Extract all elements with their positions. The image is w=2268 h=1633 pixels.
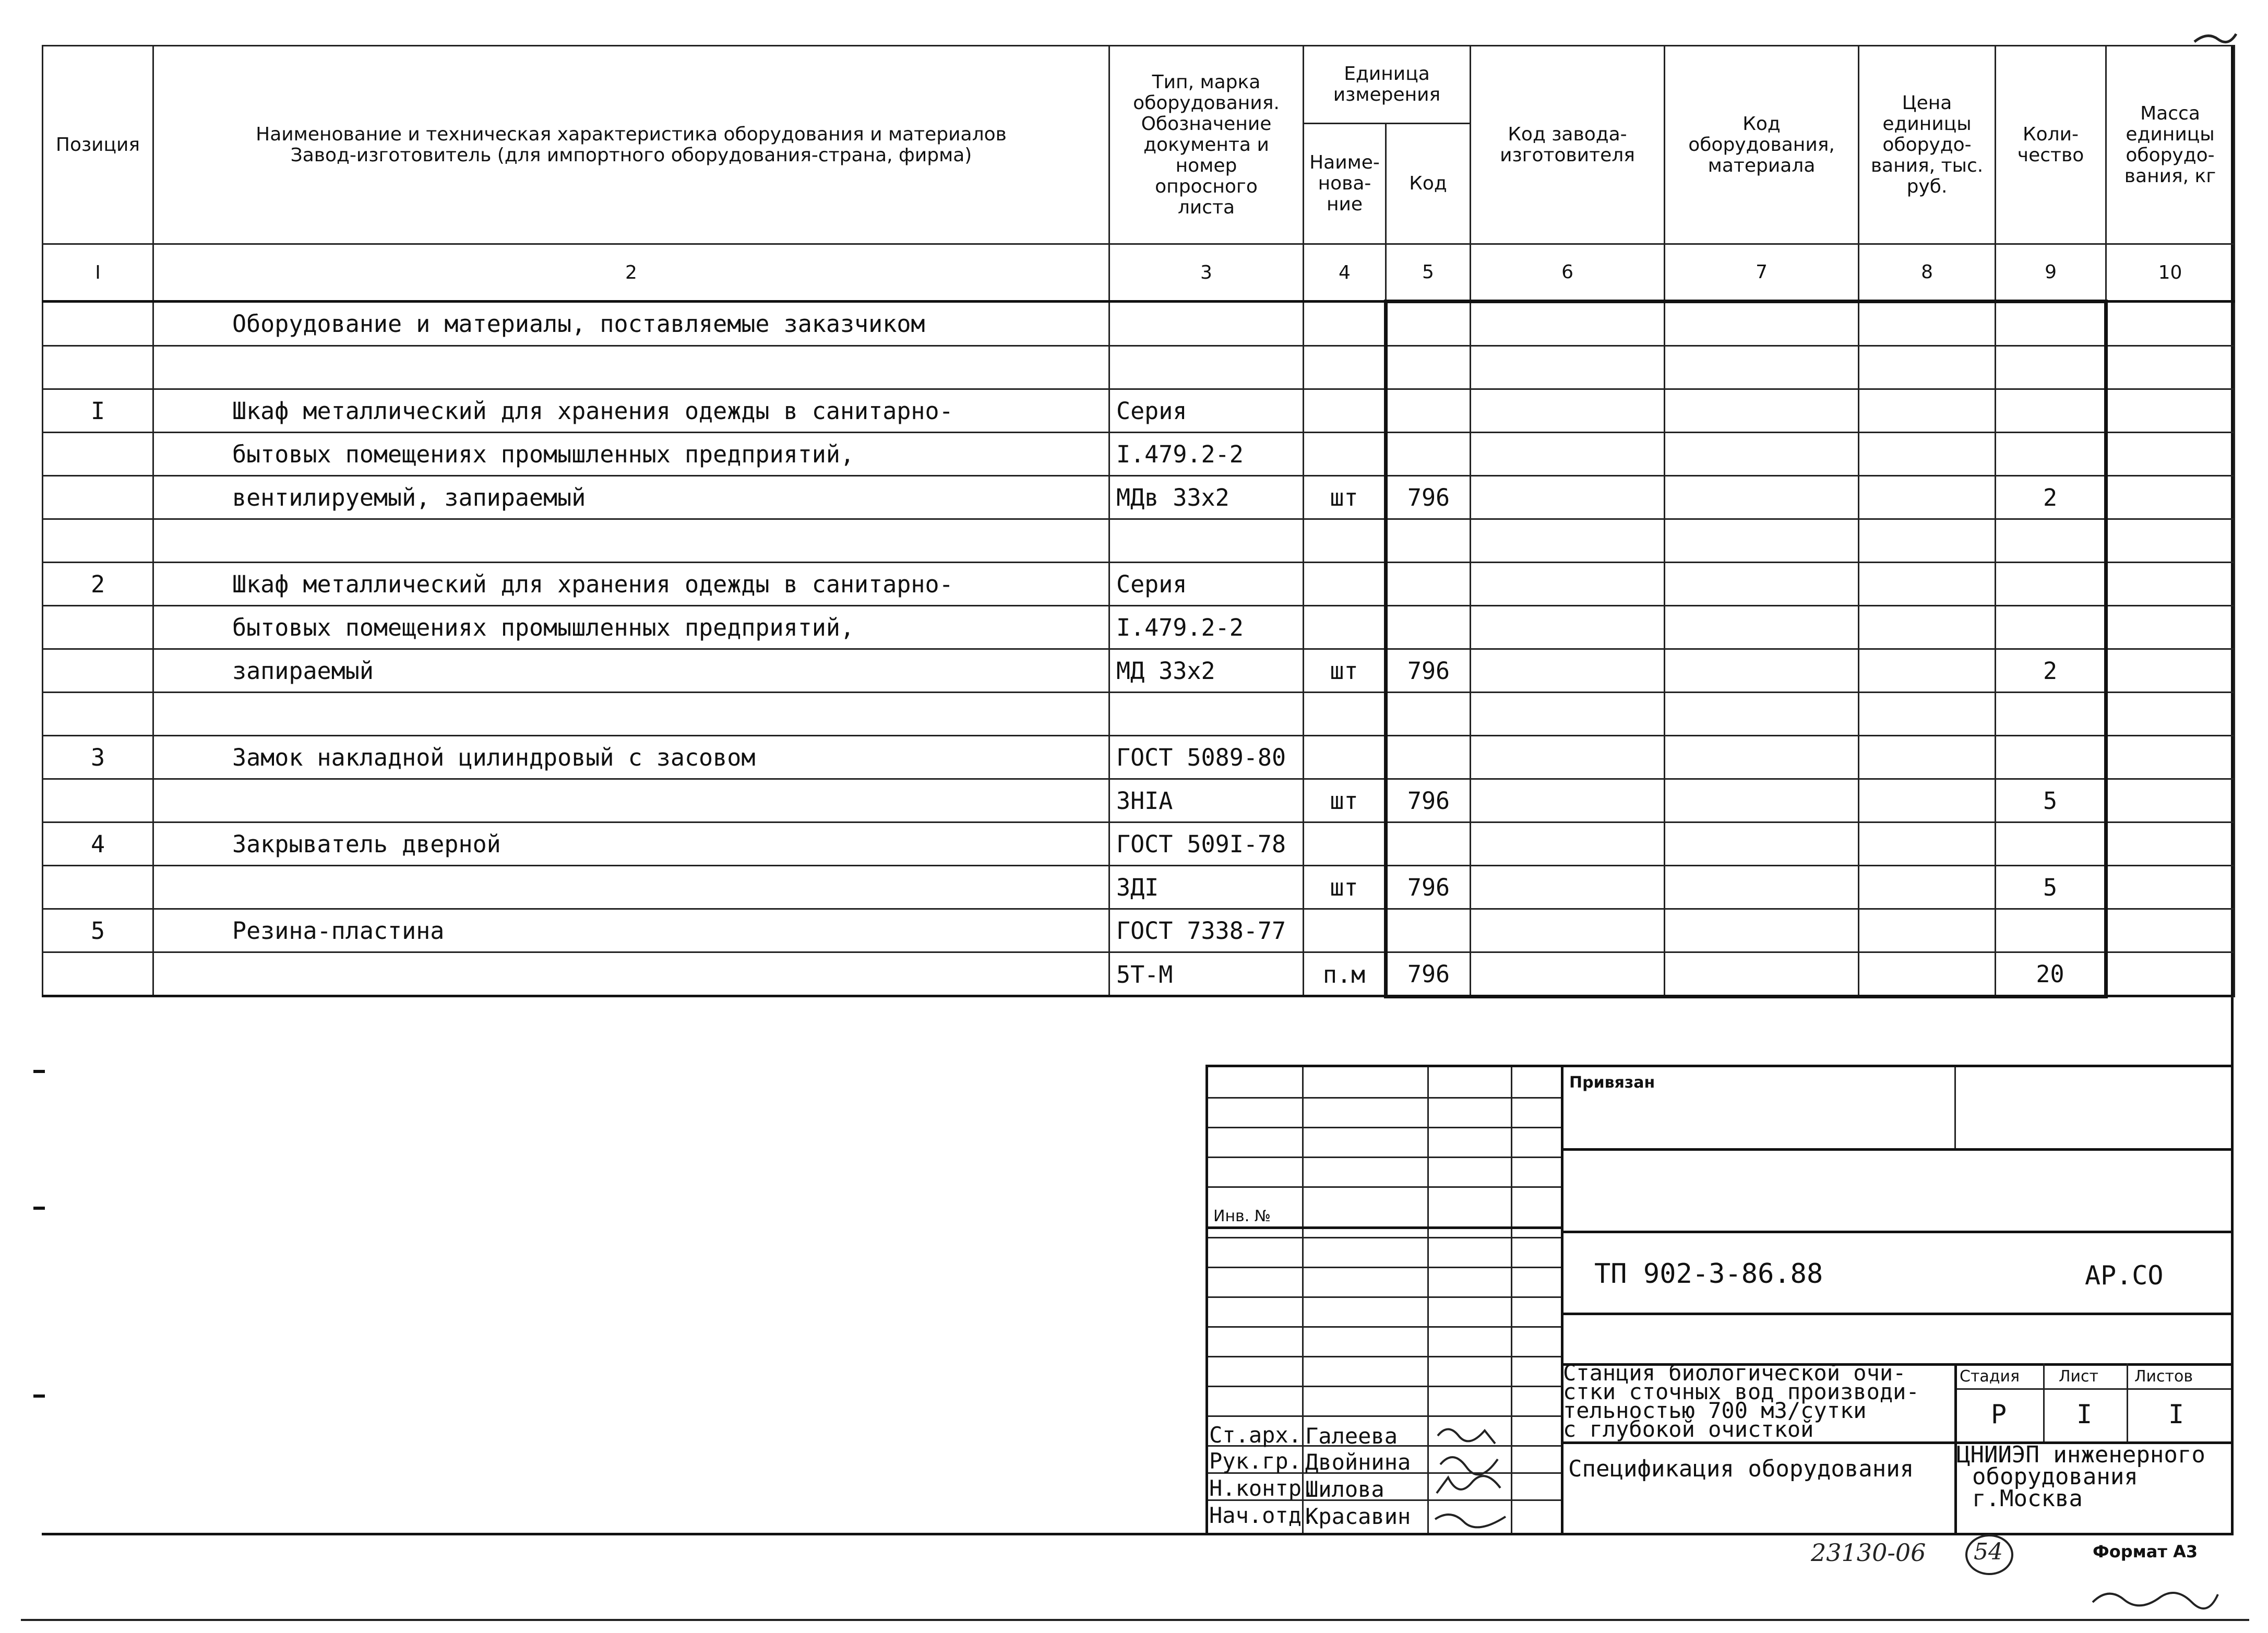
cell-equipment-code (1665, 736, 1859, 779)
cell-unit-code (1386, 693, 1471, 736)
cell-unit (1304, 563, 1386, 606)
table-row (43, 389, 2235, 433)
cell-unit-code (1386, 909, 1471, 952)
cell-position (43, 779, 153, 823)
cell-type: ЗДI (1109, 866, 1304, 909)
cell-position (43, 346, 153, 389)
col-number: 8 (1859, 244, 1996, 302)
cell-name: вентилируемый, запираемый (153, 476, 1109, 519)
cell-factory-code (1471, 909, 1665, 952)
margin-tick (33, 1070, 45, 1073)
cell-name: бытовых помещениях промышленных предприятий, (153, 433, 1109, 476)
cell-unit (1304, 519, 1386, 563)
signer-role: Ст.арх. (1209, 1422, 1302, 1448)
cell-factory-code (1471, 866, 1665, 909)
project-title (1563, 1360, 1919, 1442)
table-row (43, 346, 2235, 389)
cell-name: Шкаф металлический для хранения одежды в санитарно- (153, 563, 1109, 606)
cell-quantity (1996, 389, 2106, 433)
cell-factory-code (1471, 519, 1665, 563)
cell-mass (2106, 302, 2235, 346)
cell-type: I.479.2-2 (1109, 433, 1304, 476)
cell-name (153, 779, 1109, 823)
cell-name: Шкаф металлический для хранения одежды в санитарно- (153, 389, 1109, 433)
header-unit: Единица измерения (1304, 46, 1471, 124)
signature-scribbles (1427, 1420, 1511, 1533)
inventory-number-label: Инв. № (1213, 1207, 1271, 1225)
cell-equipment-code (1665, 563, 1859, 606)
cell-equipment-code (1665, 866, 1859, 909)
table-row (43, 302, 2235, 346)
cell-position (43, 606, 153, 649)
specification-table (42, 45, 2235, 998)
cell-unit-code: 796 (1386, 476, 1471, 519)
cell-factory-code (1471, 346, 1665, 389)
cell-factory-code (1471, 823, 1665, 866)
cell-unit-code: 796 (1386, 866, 1471, 909)
cell-factory-code (1471, 952, 1665, 997)
stage-label: Стадия (1960, 1367, 2020, 1386)
cell-position (43, 649, 153, 693)
cell-factory-code (1471, 302, 1665, 346)
cell-type (1109, 693, 1304, 736)
archive-number: 23130-06 (1811, 1539, 1926, 1567)
cell-unit (1304, 346, 1386, 389)
sheets-label: Листов (2134, 1367, 2193, 1386)
table-row (43, 736, 2235, 779)
margin-tick (33, 1394, 45, 1398)
cell-factory-code (1471, 779, 1665, 823)
cell-type: ГОСТ 5089-80 (1109, 736, 1304, 779)
header-name-line2: Завод-изготовитель (для импортного оборудования-страна, фирма) (290, 144, 972, 166)
sheet-value: I (2076, 1399, 2093, 1429)
header-position: Позиция (43, 46, 153, 244)
cell-name (153, 519, 1109, 563)
cell-position: 2 (43, 563, 153, 606)
table-row (43, 606, 2235, 649)
cell-price (1859, 909, 1996, 952)
document-mark: АР.СО (2085, 1260, 2164, 1291)
trim-line (21, 1619, 2249, 1621)
cell-price (1859, 606, 1996, 649)
cell-equipment-code (1665, 346, 1859, 389)
table-row (43, 952, 2235, 997)
signer-name: Галеева (1305, 1423, 1398, 1449)
col-number: 9 (1996, 244, 2106, 302)
header-mass: Масса единицы оборудо-вания, кг (2106, 46, 2235, 244)
project-title-line: с глубокой очисткой (1563, 1416, 1814, 1442)
drawing-name: Спецификация оборудования (1568, 1456, 1914, 1482)
cell-price (1859, 302, 1996, 346)
cell-mass (2106, 433, 2235, 476)
cell-position (43, 433, 153, 476)
cell-quantity (1996, 606, 2106, 649)
cell-price (1859, 823, 1996, 866)
header-type: Тип, марка оборудования. Обозначение документа и номер опросного листа (1109, 46, 1304, 244)
cell-mass (2106, 476, 2235, 519)
specification-rows (43, 302, 2235, 997)
cell-quantity: 5 (1996, 779, 2106, 823)
table-row (43, 823, 2235, 866)
document-code: ТП 902-3-86.88 (1594, 1258, 1823, 1290)
cell-quantity (1996, 433, 2106, 476)
cell-mass (2106, 909, 2235, 952)
table-row (43, 476, 2235, 519)
cell-mass (2106, 563, 2235, 606)
cell-factory-code (1471, 649, 1665, 693)
sheet-label: Лист (2059, 1367, 2099, 1386)
signer-name: Шилова (1305, 1476, 1384, 1502)
cell-name: Замок накладной цилиндровый с засовом (153, 736, 1109, 779)
cell-price (1859, 952, 1996, 997)
page-number: 54 (1974, 1539, 2003, 1565)
cell-equipment-code (1665, 476, 1859, 519)
cell-quantity (1996, 346, 2106, 389)
cell-price (1859, 389, 1996, 433)
cell-mass (2106, 606, 2235, 649)
cell-type (1109, 519, 1304, 563)
col-number: I (43, 244, 153, 302)
cell-type: Серия (1109, 389, 1304, 433)
column-numbers-row (43, 244, 2235, 302)
cell-mass (2106, 389, 2235, 433)
cell-unit-code: 796 (1386, 952, 1471, 997)
cell-unit (1304, 823, 1386, 866)
cell-mass (2106, 346, 2235, 389)
cell-factory-code (1471, 606, 1665, 649)
cell-type: Серия (1109, 563, 1304, 606)
header-quantity: Коли-чество (1996, 46, 2106, 244)
cell-unit (1304, 302, 1386, 346)
cell-type (1109, 302, 1304, 346)
cell-equipment-code (1665, 433, 1859, 476)
signer-name: Двойнина (1305, 1449, 1411, 1475)
cell-price (1859, 563, 1996, 606)
header-price: Цена единицы оборудо-вания, тыс. руб. (1859, 46, 1996, 244)
header-name (153, 46, 1109, 244)
cell-quantity: 2 (1996, 476, 2106, 519)
cell-mass (2106, 736, 2235, 779)
organization (1956, 1441, 2205, 1512)
cell-mass (2106, 519, 2235, 563)
cell-unit: шт (1304, 866, 1386, 909)
cell-position: 4 (43, 823, 153, 866)
cell-equipment-code (1665, 606, 1859, 649)
header-name-line1: Наименование и техническая характеристика оборудования и материалов (256, 123, 1007, 145)
table-row (43, 693, 2235, 736)
cell-unit (1304, 389, 1386, 433)
approval-scribble (2087, 1576, 2223, 1618)
cell-type: ГОСТ 7338-77 (1109, 909, 1304, 952)
cell-equipment-code (1665, 649, 1859, 693)
cell-type: ЗНIА (1109, 779, 1304, 823)
cell-position (43, 519, 153, 563)
cell-type: 5Т-М (1109, 952, 1304, 997)
cell-name: запираемый (153, 649, 1109, 693)
cell-unit (1304, 433, 1386, 476)
cell-factory-code (1471, 433, 1665, 476)
cell-unit (1304, 909, 1386, 952)
cell-quantity (1996, 823, 2106, 866)
cell-position (43, 866, 153, 909)
corner-mark (2192, 26, 2239, 47)
cell-type: МД 33х2 (1109, 649, 1304, 693)
cell-quantity: 5 (1996, 866, 2106, 909)
signer-role: Рук.гр. (1209, 1448, 1302, 1474)
cell-price (1859, 866, 1996, 909)
cell-name: бытовых помещениях промышленных предприятий, (153, 606, 1109, 649)
table-row (43, 519, 2235, 563)
cell-unit: шт (1304, 476, 1386, 519)
cell-price (1859, 476, 1996, 519)
cell-equipment-code (1665, 909, 1859, 952)
table-row (43, 433, 2235, 476)
header-unit-code: Код (1386, 124, 1471, 244)
cell-unit: шт (1304, 779, 1386, 823)
cell-unit-code (1386, 519, 1471, 563)
cell-equipment-code (1665, 519, 1859, 563)
title-block (1205, 1065, 2234, 1535)
col-number: 2 (153, 244, 1109, 302)
cell-unit-code (1386, 302, 1471, 346)
cell-unit: п.м (1304, 952, 1386, 997)
cell-factory-code (1471, 693, 1665, 736)
cell-quantity: 20 (1996, 952, 2106, 997)
cell-name (153, 952, 1109, 997)
cell-quantity (1996, 693, 2106, 736)
cell-quantity (1996, 909, 2106, 952)
cell-type: ГОСТ 509I-78 (1109, 823, 1304, 866)
cell-unit (1304, 606, 1386, 649)
cell-price (1859, 433, 1996, 476)
cell-equipment-code (1665, 302, 1859, 346)
cell-factory-code (1471, 736, 1665, 779)
col-number: 7 (1665, 244, 1859, 302)
stage-value: Р (1991, 1399, 2007, 1429)
cell-price (1859, 346, 1996, 389)
header-equipment-code: Код оборудования, материала (1665, 46, 1859, 244)
cell-name (153, 693, 1109, 736)
table-row (43, 866, 2235, 909)
cell-unit (1304, 693, 1386, 736)
cell-quantity (1996, 302, 2106, 346)
cell-factory-code (1471, 389, 1665, 433)
cell-unit-code: 796 (1386, 779, 1471, 823)
organization-line: оборудования (1972, 1463, 2138, 1490)
cell-equipment-code (1665, 823, 1859, 866)
cell-mass (2106, 693, 2235, 736)
cell-type: I.479.2-2 (1109, 606, 1304, 649)
cell-mass (2106, 866, 2235, 909)
cell-mass (2106, 779, 2235, 823)
signer-name: Красавин (1305, 1504, 1411, 1529)
cell-position: 3 (43, 736, 153, 779)
cell-quantity (1996, 736, 2106, 779)
cell-mass (2106, 952, 2235, 997)
col-number: 10 (2106, 244, 2235, 302)
signer-role: Нач.отд. (1209, 1503, 1315, 1528)
table-row (43, 779, 2235, 823)
header-unit-name: Наиме-нова-ние (1304, 124, 1386, 244)
organization-line: ЦНИИЭП инженерного (1956, 1441, 2205, 1468)
cell-name: Закрыватель дверной (153, 823, 1109, 866)
cell-mass (2106, 823, 2235, 866)
cell-equipment-code (1665, 779, 1859, 823)
cell-price (1859, 649, 1996, 693)
cell-position (43, 476, 153, 519)
cell-position: I (43, 389, 153, 433)
cell-name (153, 346, 1109, 389)
cell-unit-code (1386, 823, 1471, 866)
cell-unit-code (1386, 606, 1471, 649)
sheets-value: I (2168, 1399, 2185, 1429)
cell-unit-code (1386, 433, 1471, 476)
margin-tick (33, 1207, 45, 1210)
table-row (43, 563, 2235, 606)
linked-label: Привязан (1569, 1074, 1655, 1092)
cell-unit-code (1386, 389, 1471, 433)
cell-unit: шт (1304, 649, 1386, 693)
signer-role: Н.контр. (1209, 1475, 1315, 1501)
cell-name: Резина-пластина (153, 909, 1109, 952)
cell-position: 5 (43, 909, 153, 952)
cell-position (43, 302, 153, 346)
cell-name (153, 866, 1109, 909)
cell-equipment-code (1665, 389, 1859, 433)
table-row (43, 909, 2235, 952)
cell-quantity (1996, 519, 2106, 563)
cell-unit-code (1386, 736, 1471, 779)
cell-equipment-code (1665, 952, 1859, 997)
table-row (43, 649, 2235, 693)
cell-price (1859, 779, 1996, 823)
cell-unit-code (1386, 563, 1471, 606)
cell-price (1859, 736, 1996, 779)
cell-quantity: 2 (1996, 649, 2106, 693)
format-label: Формат А3 (2093, 1542, 2198, 1562)
cell-mass (2106, 649, 2235, 693)
cell-factory-code (1471, 476, 1665, 519)
project-title-line: стки сточных вод производи- (1563, 1379, 1919, 1404)
table-area-bottom (42, 995, 2234, 997)
col-number: 5 (1386, 244, 1471, 302)
project-title-line: тельностью 700 м3/сутки (1563, 1398, 1867, 1423)
header-factory-code: Код завода-изготовителя (1471, 46, 1665, 244)
project-title-line: Станция биологической очи- (1563, 1360, 1906, 1386)
cell-unit (1304, 736, 1386, 779)
cell-quantity (1996, 563, 2106, 606)
cell-price (1859, 693, 1996, 736)
organization-line: г.Москва (1972, 1485, 2083, 1512)
cell-position (43, 693, 153, 736)
cell-position (43, 952, 153, 997)
cell-equipment-code (1665, 693, 1859, 736)
cell-unit-code (1386, 346, 1471, 389)
cell-price (1859, 519, 1996, 563)
cell-type (1109, 346, 1304, 389)
header-row (43, 46, 2235, 124)
col-number: 3 (1109, 244, 1304, 302)
col-number: 4 (1304, 244, 1386, 302)
cell-type: МДв 33х2 (1109, 476, 1304, 519)
cell-factory-code (1471, 563, 1665, 606)
cell-unit-code: 796 (1386, 649, 1471, 693)
cell-name: Оборудование и материалы, поставляемые заказчиком (153, 302, 1109, 346)
col-number: 6 (1471, 244, 1665, 302)
